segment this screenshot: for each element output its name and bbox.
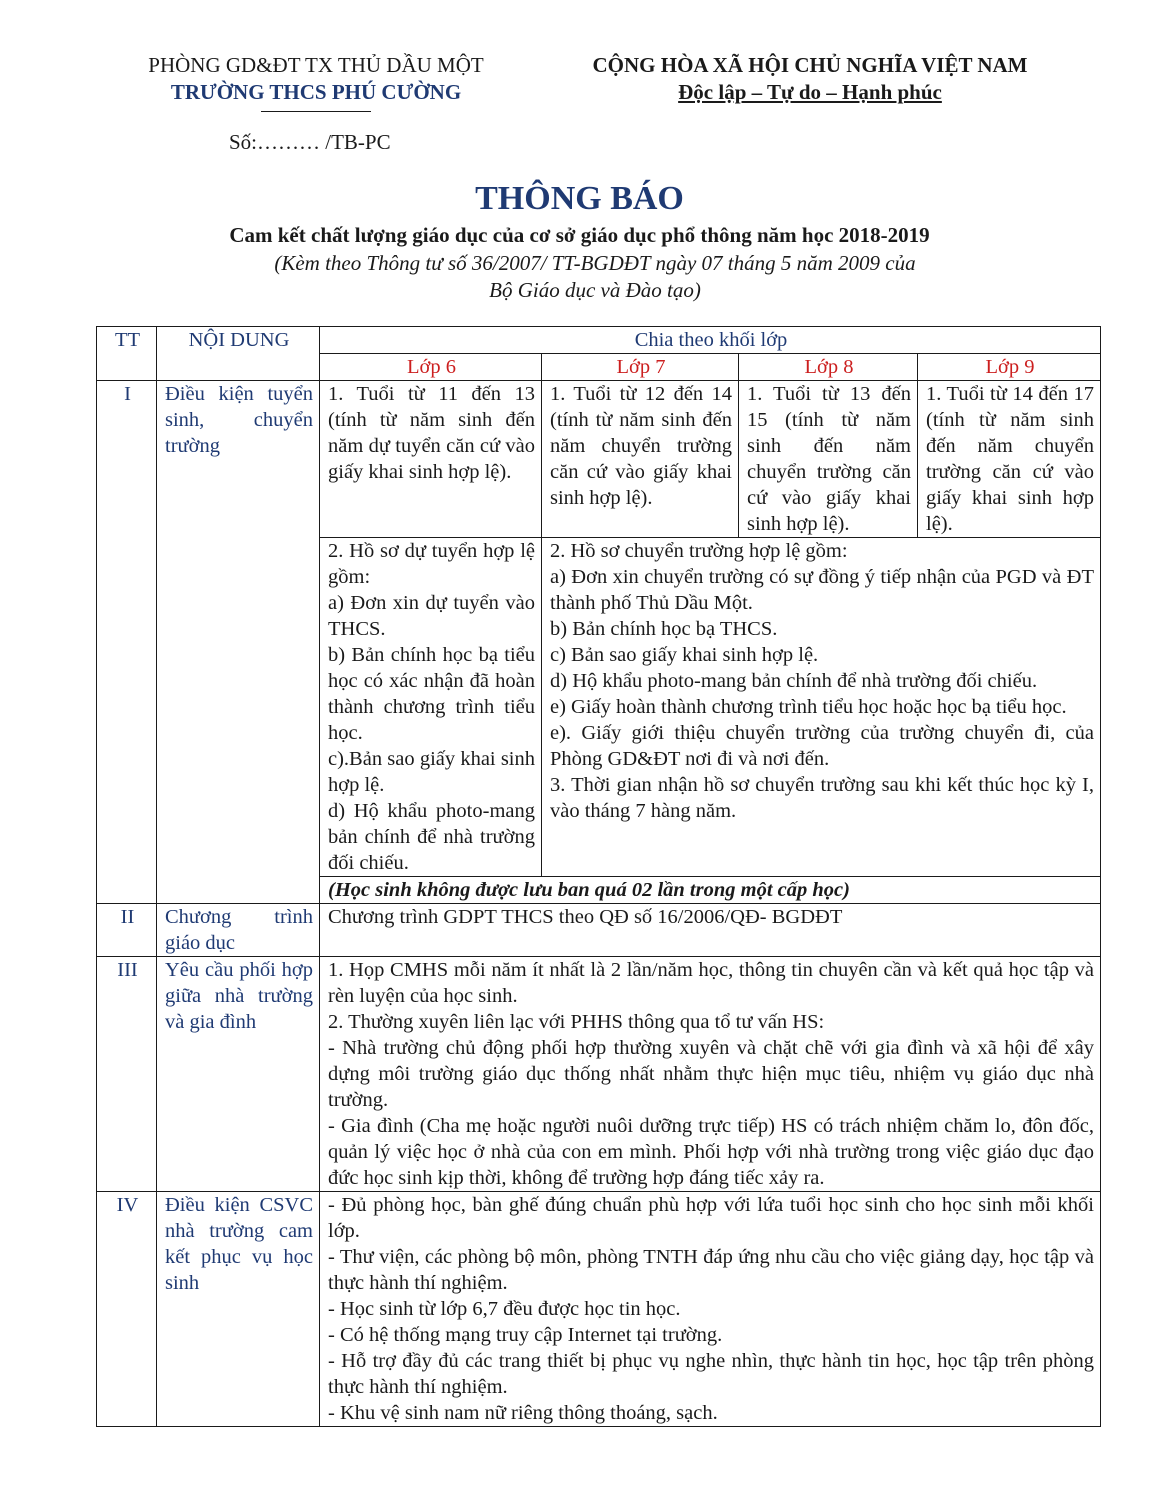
row-label: Yêu cầu phối hợp giữa nhà trường và gia đình xyxy=(157,957,320,1192)
list-item: d) Hộ khẩu photo-mang bản chính để nhà trường đối chiếu. xyxy=(550,670,1038,692)
list-item: a) Đơn xin chuyển trường có sự đồng ý tiếp nhận của PGD và ĐT thành phố Thủ Dầu Một. xyxy=(550,566,1094,614)
grade-9-header: Lớp 9 xyxy=(918,354,1101,381)
row-label: Điều kiện CSVC nhà trường cam kết phục vụ học sinh xyxy=(157,1192,320,1427)
row-label: Chương trình giáo dục xyxy=(157,904,320,957)
document-note xyxy=(0,250,1159,304)
row-number: IV xyxy=(97,1192,157,1427)
list-item: 2. Thường xuyên liên lạc với PHHS thông qua tổ tư vấn HS: xyxy=(328,1011,825,1033)
docs-grade-6 xyxy=(320,538,542,877)
grade-6-header: Lớp 6 xyxy=(320,354,542,381)
table-header-row xyxy=(97,327,1101,354)
row-number: II xyxy=(97,904,157,957)
list-item: - Gia đình (Cha mẹ hoặc người nuôi dưỡng trực tiếp) HS có trách nhiệm chăm lo, đôn đốc, quản lý việc học ở nhà của con em mình. Phối hợp với nhà trường trong việc giáo dục đạo đức học sinh kịp thời, không để trường hợp đáng tiếc xảy ra. xyxy=(328,1115,1094,1189)
header-right xyxy=(550,52,1070,106)
document-title: THÔNG BÁO xyxy=(475,180,684,217)
list-item: e). Giấy giới thiệu chuyển trường của trường chuyển đi, của Phòng GD&ĐT nơi đi và nơi đến. xyxy=(550,722,1094,770)
note-line-1: (Kèm theo Thông tư số 36/2007/ TT-BGDĐT ngày 07 tháng 5 năm 2009 của xyxy=(274,251,916,275)
table-row xyxy=(97,1192,1101,1427)
national-motto: Độc lập – Tự do – Hạnh phúc xyxy=(678,80,942,104)
note-line-2: Bộ Giáo dục và Đào tạo) xyxy=(489,278,701,302)
list-item: - Học sinh từ lớp 6,7 đều được học tin học. xyxy=(328,1298,681,1320)
age-grade-8: 1. Tuổi từ 13 đến 15 (tính từ năm sinh đến năm chuyển trường căn cứ vào giấy khai sinh hợp lệ). xyxy=(739,381,918,538)
country-name: CỘNG HÒA XÃ HỘI CHỦ NGHĨA VIỆT NAM xyxy=(592,53,1028,77)
list-item: e) Giấy hoàn thành chương trình tiểu học hoặc học bạ tiểu học. xyxy=(550,696,1067,718)
age-grade-6: 1. Tuổi từ 11 đến 13 (tính từ năm sinh đến năm dự tuyển căn cứ vào giấy khai sinh hợp lệ). xyxy=(320,381,542,538)
row-label: Điều kiện tuyển sinh, chuyển trường xyxy=(157,381,320,904)
list-item: - Khu vệ sinh nam nữ riêng thông thoáng, sạch. xyxy=(328,1402,718,1424)
list-item: c) Bản sao giấy khai sinh hợp lệ. xyxy=(550,644,819,666)
docs-transfer xyxy=(542,538,1101,877)
department-name: PHÒNG GD&ĐT TX THỦ DẦU MỘT xyxy=(148,53,484,77)
age-grade-7: 1. Tuổi từ 12 đến 14 (tính từ năm sinh đến năm chuyển trường căn cứ vào giấy khai sinh hợp lệ). xyxy=(542,381,739,538)
list-item: Chương trình GDPT THCS theo QĐ số 16/2006/QĐ- BGDĐT xyxy=(328,906,843,928)
row-content xyxy=(320,1192,1101,1427)
list-item: - Hỗ trợ đầy đủ các trang thiết bị phục vụ nghe nhìn, thực hành tin học, học tập trên phòng thực hành thí nghiệm. xyxy=(328,1350,1094,1398)
list-item: 2. Hồ sơ dự tuyển hợp lệ gồm: xyxy=(328,540,535,588)
grade-8-header: Lớp 8 xyxy=(739,354,918,381)
header-content: NỘI DUNG xyxy=(157,327,320,381)
school-name: TRƯỜNG THCS PHÚ CƯỜNG xyxy=(170,80,462,104)
commitment-table xyxy=(96,326,1101,1427)
retention-note: (Học sinh không được lưu ban quá 02 lần trong một cấp học) xyxy=(320,877,1101,904)
list-item: b) Bản chính học bạ THCS. xyxy=(550,618,778,640)
document-number: Số:……… /TB-PC xyxy=(229,130,391,154)
list-item: c).Bản sao giấy khai sinh hợp lệ. xyxy=(328,748,535,796)
list-item: 2. Hồ sơ chuyển trường hợp lệ gồm: xyxy=(550,540,848,562)
list-item: - Nhà trường chủ động phối hợp thường xuyên và chặt chẽ với gia đình và xã hội để xây dựng môi trường giáo dục thống nhất nhằm thực hiện mục tiêu, nhiệm vụ giáo dục nhà trường. xyxy=(328,1037,1094,1111)
list-item: a) Đơn xin dự tuyển vào THCS. xyxy=(328,592,535,640)
header-divider xyxy=(261,111,371,112)
row-content xyxy=(320,904,1101,957)
row-number: I xyxy=(97,381,157,904)
header-tt: TT xyxy=(97,327,157,381)
list-item: - Thư viện, các phòng bộ môn, phòng TNTH đáp ứng nhu cầu cho việc giảng dạy, học tập và thực hành thí nghiệm. xyxy=(328,1246,1094,1294)
document-subtitle: Cam kết chất lượng giáo dục của cơ sở giáo dục phổ thông năm học 2018-2019 xyxy=(229,223,930,247)
header-grade-group: Chia theo khối lớp xyxy=(320,327,1101,354)
row-number: III xyxy=(97,957,157,1192)
header-left xyxy=(96,52,536,112)
age-grade-9: 1. Tuổi từ 14 đến 17 (tính từ năm sinh đến năm chuyển trường căn cứ vào giấy khai sinh hợp lệ). xyxy=(918,381,1101,538)
list-item: - Có hệ thống mạng truy cập Internet tại trường. xyxy=(328,1324,723,1346)
list-item: d) Hộ khẩu photo-mang bản chính để nhà trường đối chiếu. xyxy=(328,800,535,874)
list-item: - Đủ phòng học, bàn ghế đúng chuẩn phù hợp với lứa tuổi học sinh cho học sinh mỗi khối lớp. xyxy=(328,1194,1094,1242)
table-row xyxy=(97,957,1101,1192)
list-item: 3. Thời gian nhận hồ sơ chuyển trường sau khi kết thúc học kỳ I, vào tháng 7 hàng năm. xyxy=(550,774,1094,822)
row-content xyxy=(320,957,1101,1192)
list-item: 1. Họp CMHS mỗi năm ít nhất là 2 lần/năm học, thông tin chuyên cần và kết quả học tập và rèn luyện của học sinh. xyxy=(328,959,1094,1007)
list-item: b) Bản chính học bạ tiểu học có xác nhận đã hoàn thành chương trình tiểu học. xyxy=(328,644,535,744)
table-row xyxy=(97,381,1101,538)
grade-7-header: Lớp 7 xyxy=(542,354,739,381)
table-row xyxy=(97,904,1101,957)
